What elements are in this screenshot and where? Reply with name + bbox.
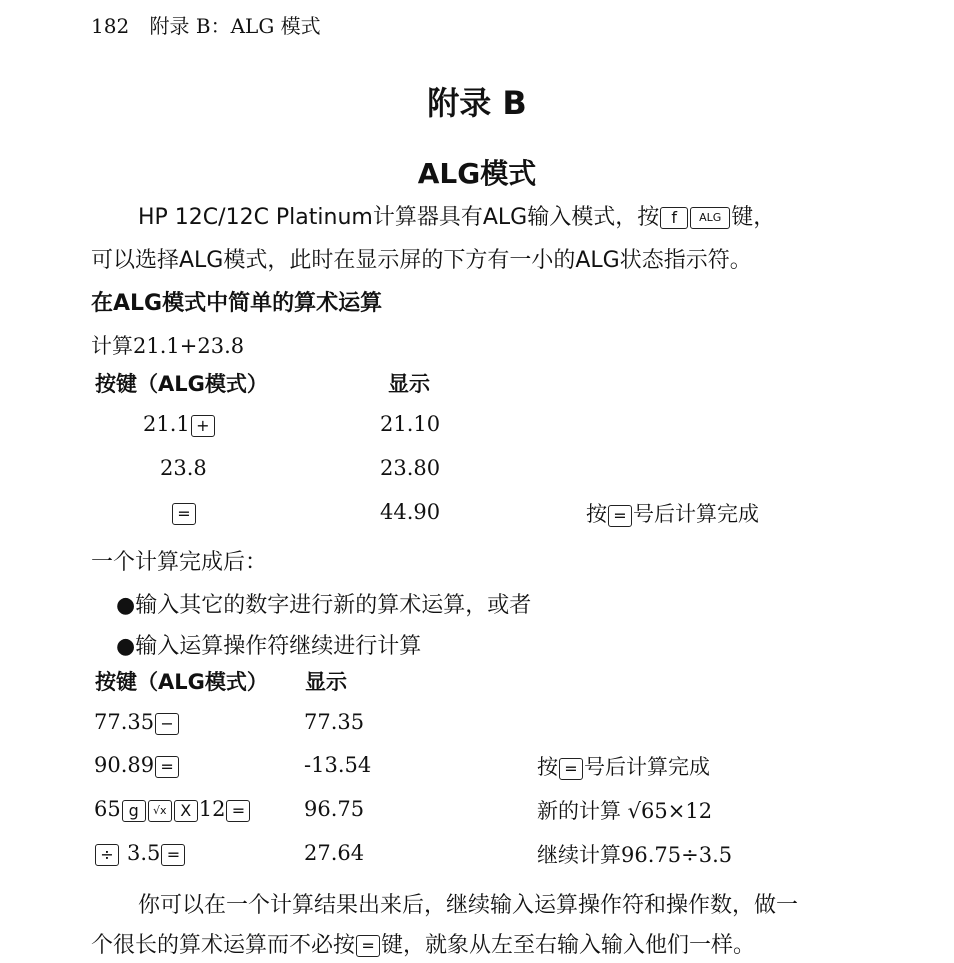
- example2-row-2-keys: [94, 753, 180, 778]
- subheading: 在ALG模式中简单的算术运算: [91, 291, 383, 316]
- equals-key: =: [172, 503, 196, 525]
- example1-row-3-note: [586, 498, 759, 528]
- note-pre: 按: [586, 502, 607, 526]
- section-title: ALG模式: [417, 157, 537, 190]
- example2-col-keys: 按键（ALG模式）: [95, 670, 268, 694]
- bullet-1: ●输入其它的数字进行新的算术运算，或者: [116, 593, 532, 618]
- after-intro: 一个计算完成后：: [91, 550, 268, 575]
- example2-row-2-note: [537, 751, 710, 781]
- running-header: [91, 10, 321, 39]
- equals-key: =: [356, 935, 380, 957]
- closing-text-end: 键，就象从左至右输入输入他们一样。: [381, 933, 756, 958]
- equals-key: =: [226, 800, 250, 822]
- example2-row-2-display: -13.54: [304, 753, 372, 777]
- closing-line-1: 你可以在一个计算结果出来后，继续输入运算操作符和操作数，做一: [138, 893, 799, 918]
- equals-key: =: [161, 844, 185, 866]
- row-number: 12: [198, 797, 226, 821]
- example1-col-display: 显示: [388, 372, 430, 396]
- example2-col-display: 显示: [305, 670, 347, 694]
- example2-row-4-display: 27.64: [304, 841, 365, 865]
- example1-row-3-keys: [171, 500, 197, 525]
- equals-key: =: [155, 756, 179, 778]
- intro-line-1: [138, 200, 775, 231]
- example2-row-4-keys: [94, 841, 186, 866]
- closing-text-start: 个很长的算术运算而不必按: [91, 933, 356, 958]
- page-number: 182: [91, 14, 130, 38]
- note-post: 号后计算完成: [633, 502, 759, 526]
- example2-row-3-note: 新的计算 √65×12: [537, 799, 713, 823]
- example1-row-1-keys: [143, 412, 216, 437]
- row-number: 21.1: [143, 412, 190, 436]
- running-title: 附录 B：ALG 模式: [149, 14, 321, 38]
- example1-row-2-keys: 23.8: [160, 456, 207, 480]
- intro-line-2: 可以选择ALG模式，此时在显示屏的下方有一小的ALG状态指示符。: [91, 248, 752, 273]
- bullet-2: ●输入运算操作符继续进行计算: [116, 634, 422, 659]
- note-post: 号后计算完成: [584, 755, 710, 779]
- example2-row-1-display: 77.35: [304, 710, 365, 734]
- row-number: 65: [94, 797, 121, 821]
- example1-row-1-display: 21.10: [380, 412, 441, 436]
- appendix-title: 附录 B: [427, 84, 527, 122]
- example2-row-3-display: 96.75: [304, 797, 365, 821]
- equals-key: =: [608, 505, 632, 527]
- example2-row-1-keys: [94, 710, 180, 735]
- row-number: 3.5: [127, 841, 161, 865]
- key-f: f: [660, 207, 688, 229]
- key-alg: ALG: [690, 207, 730, 229]
- g-key: g: [122, 800, 146, 822]
- row-number: 77.35: [94, 710, 155, 734]
- example1-task: 计算21.1+23.8: [91, 334, 245, 358]
- closing-line-2: [91, 928, 755, 959]
- equals-key: =: [559, 758, 583, 780]
- sqrt-key: √x: [148, 800, 172, 822]
- example2-row-3-keys: [94, 797, 251, 822]
- plus-key: +: [191, 415, 215, 437]
- intro-text-start: HP 12C/12C Platinum计算器具有ALG输入模式，按: [138, 205, 660, 230]
- example1-col-keys: 按键（ALG模式）: [95, 372, 268, 396]
- note-pre: 按: [537, 755, 558, 779]
- minus-key: −: [155, 713, 179, 735]
- divide-key: ÷: [95, 844, 119, 866]
- multiply-key: X: [174, 800, 198, 822]
- example1-row-3-display: 44.90: [380, 500, 441, 524]
- example2-row-4-note: 继续计算96.75÷3.5: [537, 843, 733, 867]
- row-number: 90.89: [94, 753, 155, 777]
- intro-text-end: 键，: [731, 205, 776, 230]
- example1-row-2-display: 23.80: [380, 456, 441, 480]
